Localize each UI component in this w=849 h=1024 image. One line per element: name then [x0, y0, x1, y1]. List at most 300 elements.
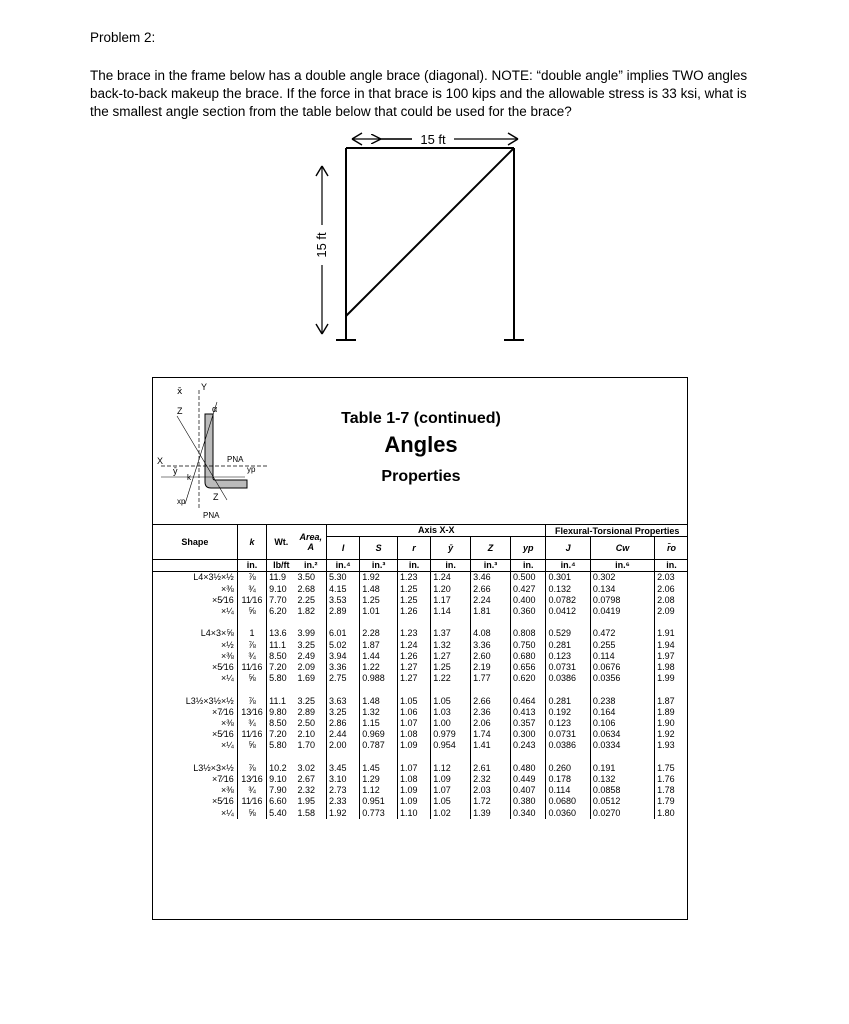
value-cell: 11⁄16: [237, 595, 266, 606]
shape-cell: ×7⁄16: [153, 707, 237, 718]
value-cell: 1.14: [431, 606, 471, 617]
value-cell: 6.01: [327, 628, 360, 639]
value-cell: 2.32: [295, 785, 326, 796]
value-cell: 1.89: [657, 706, 675, 717]
value-cell: 1.09: [397, 785, 430, 796]
value-cell: 1.92: [327, 808, 360, 819]
value-cell: 0.302: [590, 572, 654, 584]
value-cell: 1.37: [431, 628, 471, 639]
value-cell: 13⁄16: [237, 774, 266, 785]
value-cell: 2.32: [471, 774, 511, 785]
value-cell: 1.07: [397, 763, 430, 774]
table-row: [153, 584, 688, 595]
shape-cell: ×¼: [153, 673, 237, 684]
value-cell: 1.27: [397, 662, 430, 673]
value-cell: 5.40: [269, 807, 287, 818]
value-cell: 3.25: [327, 707, 360, 718]
value-cell: 0.951: [360, 796, 398, 807]
value-cell: 0.0731: [546, 729, 590, 740]
value-cell: 1.25: [397, 595, 430, 606]
value-cell: 0.300: [511, 729, 546, 740]
value-cell: 1.01: [360, 606, 398, 617]
value-cell: 0.988: [360, 673, 398, 684]
legend-z: Z: [177, 406, 183, 416]
value-cell: 1.08: [397, 774, 430, 785]
value-cell: 1.25: [397, 584, 430, 595]
value-cell: 0.750: [511, 640, 546, 651]
value-cell: 2.66: [471, 696, 511, 707]
legend-k: k: [187, 473, 191, 482]
value-cell: 0.400: [511, 595, 546, 606]
col-ro: r̄o: [667, 542, 677, 553]
value-cell: 11.1: [269, 639, 287, 650]
table-row: [153, 572, 688, 584]
legend-xp: xp: [177, 497, 186, 506]
legend-pna-bottom: PNA: [203, 511, 220, 518]
table-row: [153, 774, 688, 785]
value-cell: 0.164: [590, 707, 654, 718]
value-cell: 1.27: [397, 673, 430, 684]
value-cell: 0.0412: [546, 606, 590, 617]
value-cell: 2.89: [295, 707, 326, 718]
unit-cell: in.⁴: [327, 560, 360, 572]
table-row: [153, 651, 688, 662]
value-cell: 0.0680: [546, 796, 590, 807]
shape-cell: ×5⁄16: [153, 729, 237, 740]
unit-cell: in.: [431, 560, 471, 572]
value-cell: ¾: [237, 651, 266, 662]
value-cell: 0.0419: [590, 606, 654, 617]
value-cell: ⅝: [237, 606, 266, 617]
value-cell: 1.05: [397, 696, 430, 707]
table-row: [153, 796, 688, 807]
value-cell: 1.09: [431, 774, 471, 785]
value-cell: 1.69: [295, 673, 326, 684]
value-cell: 1.75: [657, 762, 675, 773]
value-cell: 1.92: [657, 729, 675, 740]
value-cell: 2.66: [471, 584, 511, 595]
legend-z-bottom: Z: [213, 492, 219, 502]
shape-cell: ×¼: [153, 808, 237, 819]
value-cell: 0.281: [546, 696, 590, 707]
col-J: J: [546, 537, 590, 560]
value-cell: ⅝: [237, 740, 266, 751]
value-cell: 0.0386: [546, 740, 590, 751]
value-cell: 13⁄16: [237, 707, 266, 718]
value-cell: 2.44: [327, 729, 360, 740]
shape-cell: ×5⁄16: [153, 595, 237, 606]
col-ybar: ȳ: [431, 537, 471, 560]
unit-cell: lb/ft: [273, 560, 290, 571]
legend-xbar: x̄: [177, 387, 183, 397]
value-cell: 0.464: [511, 696, 546, 707]
value-cell: 1.27: [431, 651, 471, 662]
value-cell: 7.20: [269, 729, 287, 740]
table-row: [153, 808, 688, 819]
angles-property-table: [152, 377, 688, 920]
value-cell: 0.380: [511, 796, 546, 807]
value-cell: 0.500: [511, 572, 546, 584]
value-cell: 1.24: [397, 640, 430, 651]
value-cell: 2.08: [657, 594, 675, 605]
value-cell: 1.05: [431, 796, 471, 807]
shape-cell: ×⅜: [153, 718, 237, 729]
value-cell: 6.20: [269, 606, 287, 617]
legend-alpha: α: [212, 404, 218, 414]
value-cell: 3.36: [327, 662, 360, 673]
unit-cell: in.²: [295, 560, 326, 572]
value-cell: 0.132: [590, 774, 654, 785]
value-cell: 0.238: [590, 696, 654, 707]
value-cell: 0.0676: [590, 662, 654, 673]
value-cell: 0.123: [546, 718, 590, 729]
value-cell: 2.09: [657, 606, 675, 617]
value-cell: ¾: [237, 718, 266, 729]
group-spacer: [153, 617, 688, 628]
value-cell: 0.281: [546, 640, 590, 651]
legend-ybar: ȳ: [173, 466, 178, 476]
unit-cell: in.: [397, 560, 430, 572]
value-cell: 0.0634: [590, 729, 654, 740]
table-row: [153, 595, 688, 606]
value-cell: 3.25: [295, 640, 326, 651]
table-row: [153, 718, 688, 729]
value-cell: 1.70: [295, 740, 326, 751]
value-cell: 0.0512: [590, 796, 654, 807]
value-cell: 1.58: [295, 808, 326, 819]
value-cell: 1.12: [360, 785, 398, 796]
units-blank-cell: [153, 560, 237, 572]
col-Cw: Cw: [590, 537, 654, 560]
value-cell: 1.23: [397, 628, 430, 639]
value-cell: 13.6: [269, 628, 287, 639]
value-cell: 0.449: [511, 774, 546, 785]
value-cell: 0.0858: [590, 785, 654, 796]
value-cell: 0.134: [590, 584, 654, 595]
value-cell: 0.0782: [546, 595, 590, 606]
shape-cell: ×¼: [153, 606, 237, 617]
value-cell: 1.26: [397, 651, 430, 662]
table-row: [153, 763, 688, 774]
value-cell: 0.0334: [590, 740, 654, 751]
value-cell: 0.260: [546, 763, 590, 774]
value-cell: 0.114: [546, 785, 590, 796]
table-subtitle-properties: Properties: [381, 468, 461, 485]
shape-cell: ×⅜: [153, 785, 237, 796]
value-cell: 1: [237, 628, 266, 639]
value-cell: 2.33: [327, 796, 360, 807]
shape-cell: ×7⁄16: [153, 774, 237, 785]
width-label: 15 ft: [420, 132, 446, 147]
value-cell: 1.22: [360, 662, 398, 673]
value-cell: 1.17: [431, 595, 471, 606]
value-cell: 2.24: [471, 595, 511, 606]
value-cell: 2.25: [295, 595, 326, 606]
value-cell: 0.0360: [546, 808, 590, 819]
problem-statement: The brace in the frame below has a double angle brace (diagonal). NOTE: “double angle” implies TWO angles back-to-back makeup the brace. If the force in that brace is 100 kips and the allowable stress is 33 ksi, what is the smallest angle section from the table below that could be used for the brace?: [90, 68, 748, 119]
value-cell: 1.22: [431, 673, 471, 684]
value-cell: 1.80: [657, 807, 675, 818]
shape-cell: L3½×3½×½: [153, 696, 237, 707]
value-cell: 1.48: [360, 696, 398, 707]
value-cell: 1.32: [360, 707, 398, 718]
value-cell: 3.53: [327, 595, 360, 606]
value-cell: 3.25: [295, 696, 326, 707]
value-cell: 0.0270: [590, 808, 654, 819]
table-row: [153, 640, 688, 651]
col-Z: Z: [471, 537, 511, 560]
unit-cell: in.: [666, 560, 677, 571]
value-cell: 1.05: [431, 696, 471, 707]
value-cell: 1.87: [657, 695, 675, 706]
value-cell: 1.92: [360, 572, 398, 584]
value-cell: 0.0731: [546, 662, 590, 673]
value-cell: 2.68: [295, 584, 326, 595]
shape-cell: ×¼: [153, 740, 237, 751]
value-cell: 2.00: [327, 740, 360, 751]
group-axis-xx: Axis X-X: [327, 525, 546, 537]
value-cell: 0.301: [546, 572, 590, 584]
value-cell: 1.06: [397, 707, 430, 718]
shape-cell: ×5⁄16: [153, 662, 237, 673]
col-shape: Shape: [153, 525, 237, 560]
value-cell: 2.10: [295, 729, 326, 740]
value-cell: 3.45: [327, 763, 360, 774]
value-cell: 1.99: [657, 673, 675, 684]
table-row: [153, 606, 688, 617]
value-cell: ⅞: [237, 572, 266, 584]
value-cell: 0.656: [511, 662, 546, 673]
value-cell: 6.60: [269, 796, 287, 807]
value-cell: 2.75: [327, 673, 360, 684]
value-cell: 10.2: [269, 762, 287, 773]
value-cell: 8.50: [269, 718, 287, 729]
height-label: 15 ft: [314, 232, 329, 258]
value-cell: 1.81: [471, 606, 511, 617]
table-row: [153, 628, 688, 639]
value-cell: 0.255: [590, 640, 654, 651]
frame-diagram: [300, 128, 540, 346]
unit-cell: in.: [511, 560, 546, 572]
value-cell: 0.132: [546, 584, 590, 595]
value-cell: 0.969: [360, 729, 398, 740]
value-cell: 1.95: [295, 796, 326, 807]
value-cell: 1.79: [657, 796, 675, 807]
legend-y: Y: [201, 382, 208, 392]
value-cell: 1.72: [471, 796, 511, 807]
value-cell: 3.36: [471, 640, 511, 651]
value-cell: 2.19: [471, 662, 511, 673]
value-cell: ⅞: [237, 763, 266, 774]
value-cell: 1.02: [431, 808, 471, 819]
shape-cell: ×½: [153, 640, 237, 651]
value-cell: 0.192: [546, 707, 590, 718]
group-spacer: [153, 752, 688, 763]
value-cell: 1.09: [397, 740, 430, 751]
value-cell: 1.25: [431, 662, 471, 673]
value-cell: 0.979: [431, 729, 471, 740]
value-cell: 1.82: [295, 606, 326, 617]
table-row: [153, 729, 688, 740]
table-row: [153, 740, 688, 751]
table-subtitle: Angles: [384, 432, 458, 457]
col-I: I: [327, 537, 360, 560]
value-cell: 1.48: [360, 584, 398, 595]
value-cell: 1.25: [360, 595, 398, 606]
value-cell: 11.9: [269, 572, 287, 583]
unit-cell: in.: [237, 560, 266, 572]
table-row: [153, 673, 688, 684]
col-k: k: [237, 525, 266, 560]
value-cell: 2.61: [471, 763, 511, 774]
value-cell: 1.09: [397, 796, 430, 807]
value-cell: 1.10: [397, 808, 430, 819]
value-cell: ⅝: [237, 673, 266, 684]
value-cell: 0.340: [511, 808, 546, 819]
value-cell: 0.954: [431, 740, 471, 751]
table-row: [153, 696, 688, 707]
value-cell: 1.90: [657, 718, 675, 729]
value-cell: 2.06: [657, 583, 675, 594]
value-cell: 1.26: [397, 606, 430, 617]
value-cell: 1.78: [657, 785, 675, 796]
col-r: r: [397, 537, 430, 560]
value-cell: 0.114: [590, 651, 654, 662]
value-cell: ¾: [237, 584, 266, 595]
value-cell: 1.91: [657, 628, 675, 639]
value-cell: 7.20: [269, 662, 287, 673]
value-cell: 1.45: [360, 763, 398, 774]
problem-heading: Problem 2:: [90, 30, 156, 45]
value-cell: 1.76: [657, 774, 675, 785]
shape-cell: ×⅜: [153, 584, 237, 595]
value-cell: 4.15: [327, 584, 360, 595]
value-cell: 1.24: [431, 572, 471, 584]
value-cell: 1.07: [397, 718, 430, 729]
value-cell: 1.23: [397, 572, 430, 584]
value-cell: 9.10: [269, 583, 287, 594]
value-cell: 3.63: [327, 696, 360, 707]
value-cell: 9.80: [269, 706, 287, 717]
shape-cell: L3½×3×½: [153, 763, 237, 774]
col-area: Area, A: [295, 525, 326, 560]
legend-yp: yp: [247, 465, 256, 474]
value-cell: 0.407: [511, 785, 546, 796]
value-cell: 8.50: [269, 650, 287, 661]
value-cell: 11⁄16: [237, 662, 266, 673]
legend-pna-right: PNA: [227, 455, 244, 464]
value-cell: 1.20: [431, 584, 471, 595]
value-cell: 0.472: [590, 628, 654, 639]
value-cell: 1.03: [431, 707, 471, 718]
value-cell: 0.357: [511, 718, 546, 729]
value-cell: 1.15: [360, 718, 398, 729]
value-cell: 4.08: [471, 628, 511, 639]
col-wt: Wt.: [267, 525, 296, 560]
table-title: Table 1-7 (continued): [341, 410, 501, 427]
value-cell: 2.03: [471, 785, 511, 796]
value-cell: 1.93: [657, 740, 675, 751]
value-cell: 2.49: [295, 651, 326, 662]
shape-cell: L4×3½×½: [153, 572, 237, 584]
group-spacer: [153, 684, 688, 695]
value-cell: 1.98: [657, 662, 675, 673]
value-cell: 1.29: [360, 774, 398, 785]
value-cell: 1.12: [431, 763, 471, 774]
value-cell: 0.0798: [590, 595, 654, 606]
value-cell: 3.99: [295, 628, 326, 639]
value-cell: 1.32: [431, 640, 471, 651]
value-cell: 1.07: [431, 785, 471, 796]
value-cell: 0.106: [590, 718, 654, 729]
value-cell: 5.30: [327, 572, 360, 584]
value-cell: 0.480: [511, 763, 546, 774]
value-cell: 2.86: [327, 718, 360, 729]
value-cell: ⅞: [237, 640, 266, 651]
value-cell: 0.191: [590, 763, 654, 774]
value-cell: 0.529: [546, 628, 590, 639]
value-cell: 0.178: [546, 774, 590, 785]
table-row: [153, 785, 688, 796]
shape-cell: ×⅜: [153, 651, 237, 662]
value-cell: ⅝: [237, 808, 266, 819]
value-cell: 2.67: [295, 774, 326, 785]
shape-cell: ×5⁄16: [153, 796, 237, 807]
value-cell: 2.50: [295, 718, 326, 729]
value-cell: 2.06: [471, 718, 511, 729]
value-cell: 2.89: [327, 606, 360, 617]
table-row: [153, 662, 688, 673]
value-cell: 0.620: [511, 673, 546, 684]
unit-cell: in.⁴: [546, 560, 590, 572]
value-cell: 0.427: [511, 584, 546, 595]
col-yp: yp: [511, 537, 546, 560]
value-cell: 0.360: [511, 606, 546, 617]
value-cell: 9.10: [269, 774, 287, 785]
value-cell: 0.0386: [546, 673, 590, 684]
value-cell: 2.60: [471, 651, 511, 662]
value-cell: 2.73: [327, 785, 360, 796]
value-cell: 1.41: [471, 740, 511, 751]
value-cell: 2.36: [471, 707, 511, 718]
value-cell: 2.09: [295, 662, 326, 673]
value-cell: 7.90: [269, 785, 287, 796]
value-cell: 0.787: [360, 740, 398, 751]
diagonal-brace: [346, 148, 514, 316]
value-cell: 3.10: [327, 774, 360, 785]
value-cell: 3.46: [471, 572, 511, 584]
unit-cell: in.⁶: [590, 560, 654, 572]
value-cell: 0.123: [546, 651, 590, 662]
unit-cell: in.³: [471, 560, 511, 572]
shape-cell: L4×3×⅝: [153, 628, 237, 639]
value-cell: 1.08: [397, 729, 430, 740]
value-cell: 7.70: [269, 594, 287, 605]
value-cell: ⅞: [237, 696, 266, 707]
properties-table: [153, 524, 688, 819]
value-cell: 0.0356: [590, 673, 654, 684]
value-cell: 5.80: [269, 740, 287, 751]
value-cell: 1.00: [431, 718, 471, 729]
group-flexural-torsional: Flexural-Torsional Properties: [546, 525, 688, 537]
value-cell: 0.413: [511, 707, 546, 718]
table-row: [153, 707, 688, 718]
value-cell: 3.02: [295, 763, 326, 774]
value-cell: 0.808: [511, 628, 546, 639]
value-cell: 2.03: [657, 572, 675, 583]
value-cell: 11⁄16: [237, 796, 266, 807]
unit-cell: in.³: [360, 560, 398, 572]
